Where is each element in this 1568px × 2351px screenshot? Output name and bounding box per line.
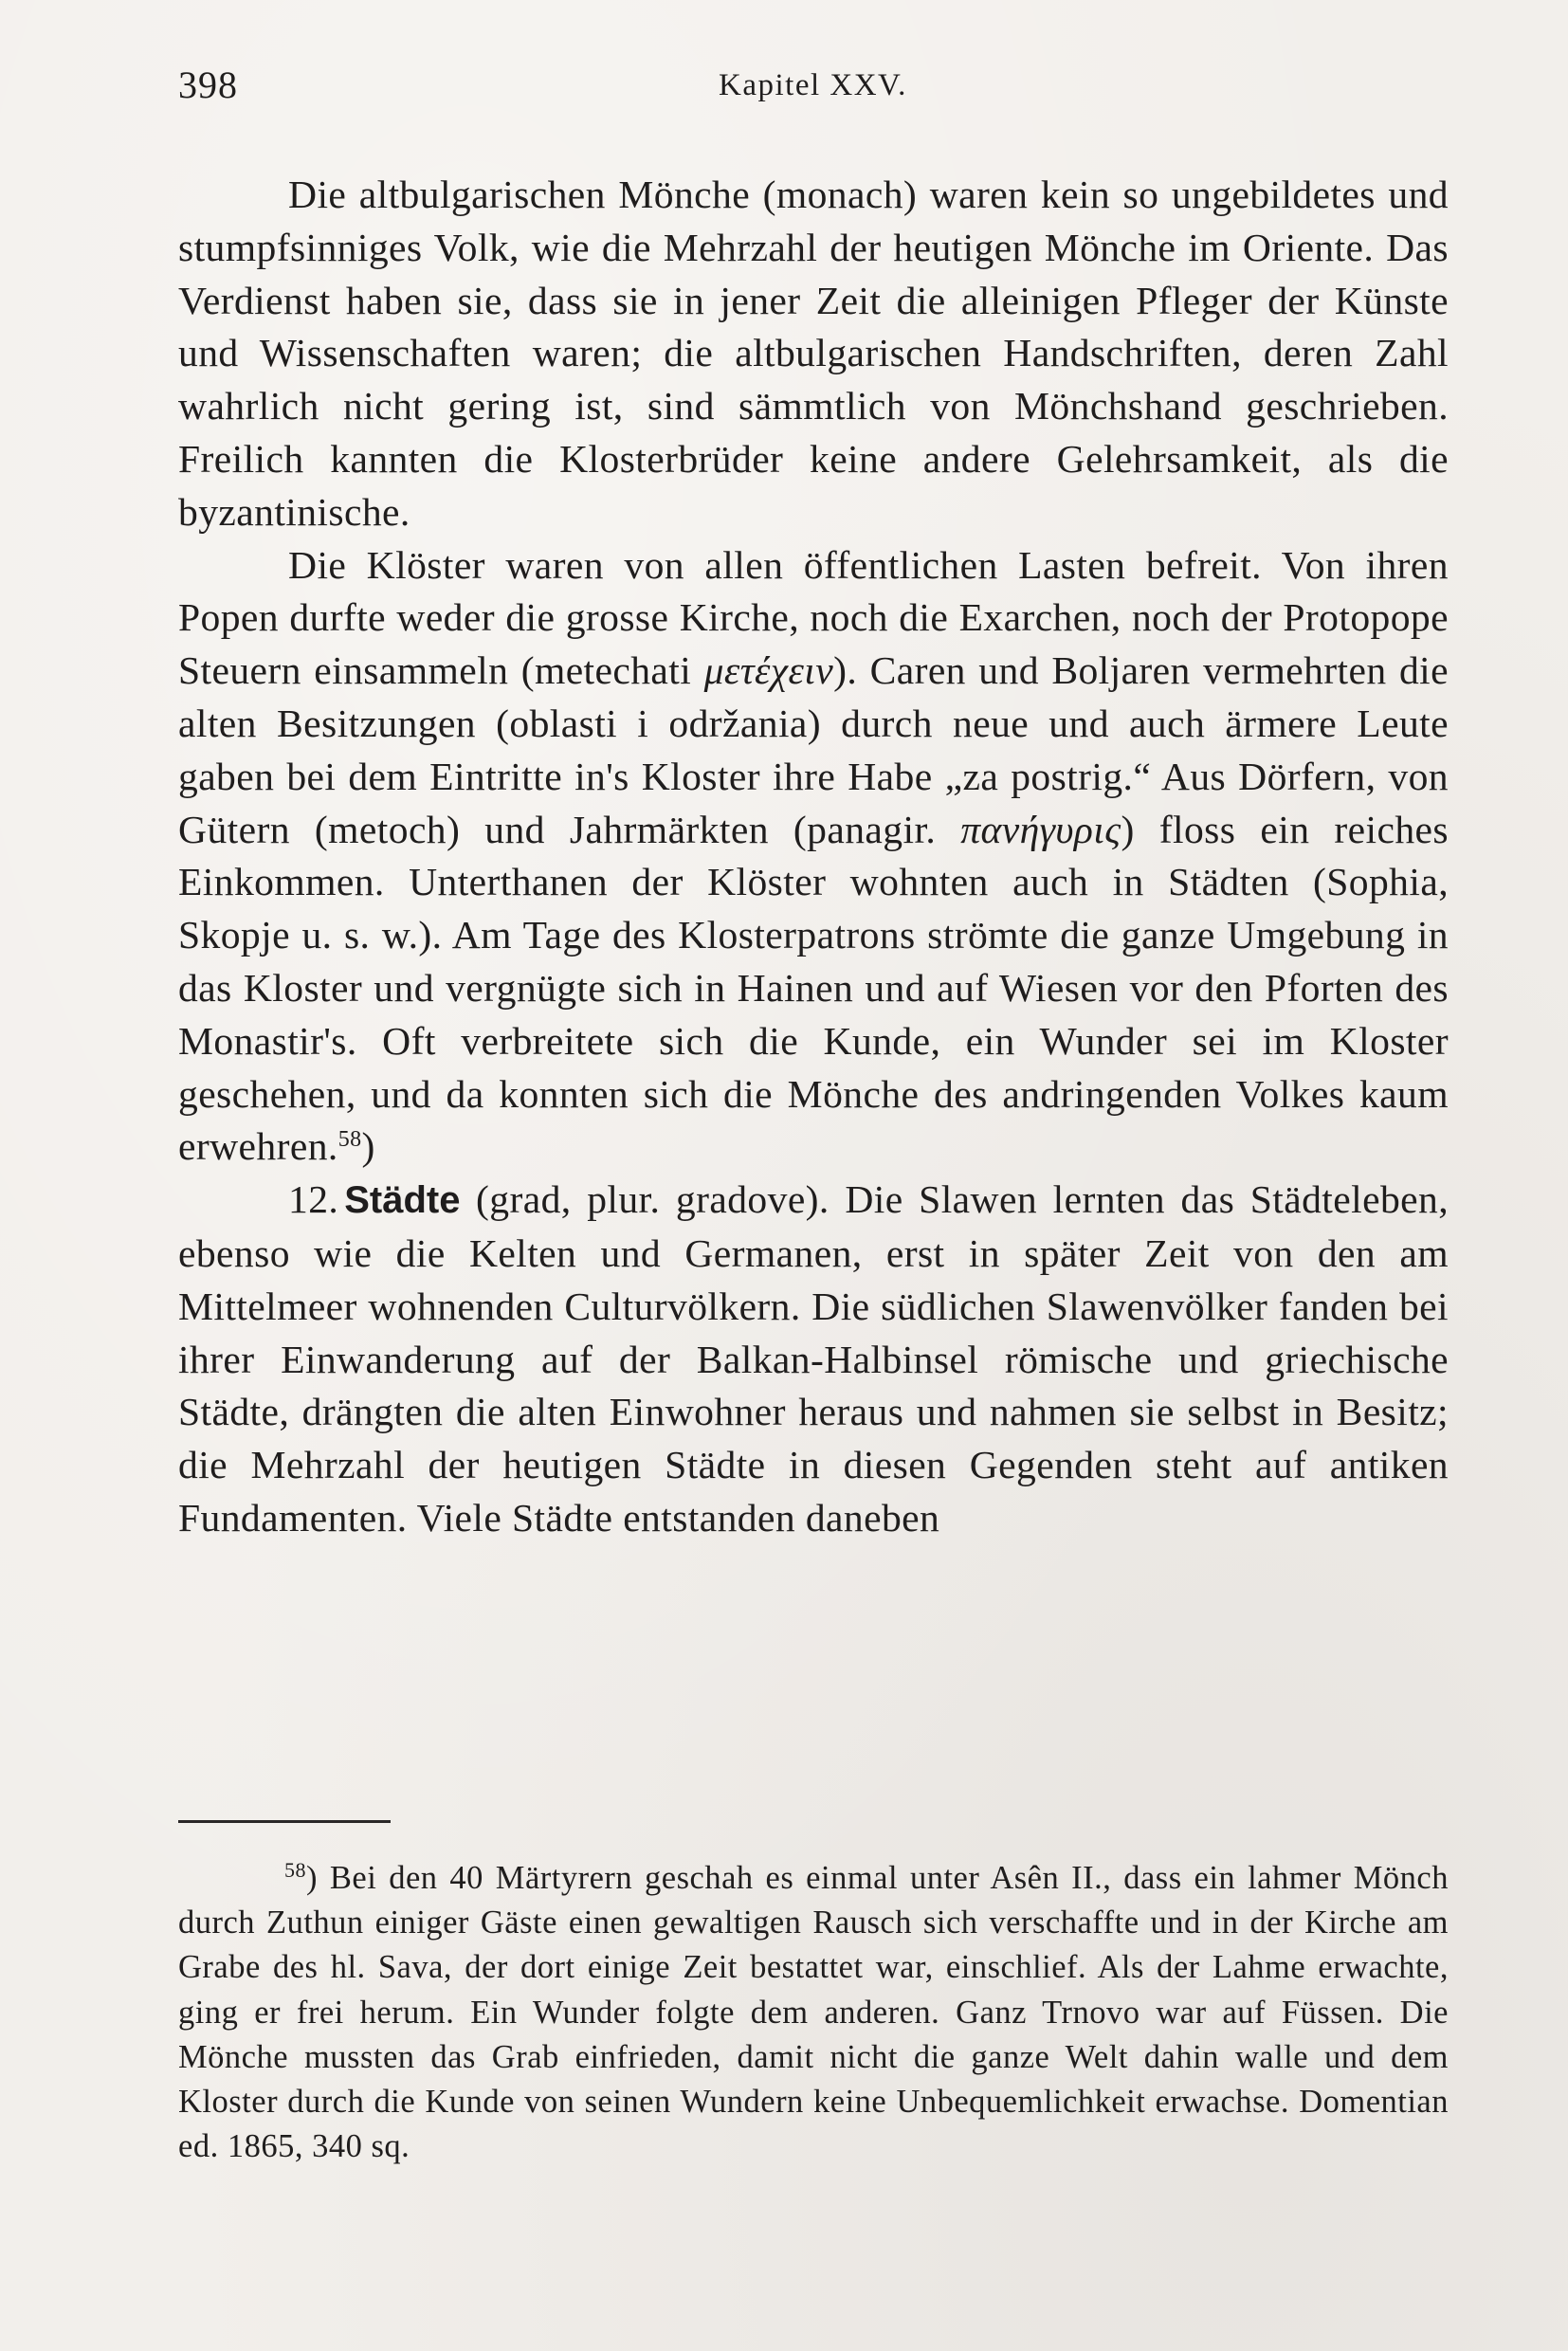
main-text [178,169,1449,1545]
paragraph-monks [178,169,1449,539]
paragraph-text: Die altbulgarischen Mönche (monach) waren kein so ungebildetes und stumpfsinniges Volk, wie die Mehrzahl der heutigen Mönche im Oriente. Das Verdienst haben sie, dass sie in jener Zeit die alleinigen Pfleger der Künste und Wissenschaften waren; die altbulgarischen Handschriften, deren Zahl wahrlich nicht gering ist, sind sämmtlich von Mönchshand geschrieben. Freilich kannten die Klosterbrüder keine andere Gelehrsamkeit, als die byzantinische. [178,173,1449,534]
paragraph-text: Die Klöster waren von allen öffentlichen Lasten befreit. Von ihren Popen durfte weder die grosse Kirche, noch die Exarchen, noch der Protopope Steuern einsammeln (metechati [178,542,1449,693]
paragraph-monasteries [178,539,1449,1175]
greek-term: μετέχειν [703,648,834,693]
paragraph-text: ). Caren und Boljaren vermehrten die alten Besitzungen (oblasti i održania) durch neue und auch ärmere Leute gaben bei dem Eintritte in's Kloster ihre Habe „za postrig.“ Aus Dörfern, von Gütern (metoch) und Jahrmärkten (panagir. [178,648,1449,851]
page-header [178,63,1449,116]
footnote-reference-close: ) [361,1124,375,1169]
paragraph-text: (grad, plur. gradove). Die Slawen lernten das Städteleben, ebenso wie die Kelten und Germanen, erst in später Zeit von den am Mittelmeer wohnenden Culturvölkern. Die südlichen Slawenvölker fanden bei ihrer Einwanderung auf der Balkan-Halbinsel römische und griechische Städte, drängten die alten Einwohner heraus und nahmen sie selbst in Besitz; die Mehrzahl der heutigen Städte in diesen Gegenden steht auf antiken Fundamenten. Viele Städte entstanden daneben [178,1177,1449,1540]
section-number: 12. [288,1177,339,1222]
running-head: Kapitel XXV. [719,68,907,102]
footnote-divider [178,1820,391,1823]
paragraph-cities [178,1174,1449,1545]
footnote-marker: 58 [284,1858,306,1882]
paragraph-text: ) floss ein reiches Einkommen. Unterthanen der Klöster wohnten auch in Städten (Sophia, Skopje u. s. w.). Am Tage des Klosterpatrons strömte die ganze Umgebung in das Kloster und vergnügte sich in Hainen und auf Wiesen vor den Pforten des Monastir's. Oft verbreitete sich die Kunde, ein Wunder sei im Kloster geschehen, und da konnten sich die Mönche des andringenden Volkes kaum erwehren. [178,807,1449,1169]
page-number: 398 [178,64,238,106]
greek-term: πανήγυρις [960,807,1121,851]
footnote-text: Bei den 40 Märtyrern geschah es einmal unter Asên II., dass ein lahmer Mönch durch Zuthun einiger Gäste einen gewaltigen Rausch sich verschaffte und in der Kirche am Grabe des hl. Sava, der dort einige Zeit bestattet war, einschlief. Als der Lahme erwachte, ging er frei herum. Ein Wunder folgte dem anderen. Ganz Trnovo war auf Füssen. Die Mönche mussten das Grab einfrieden, damit nicht die ganze Welt dahin walle und dem Kloster durch die Kunde von seinen Wundern keine Unbequemlichkeit erwachse. Domentian ed. 1865, 340 sq. [178,1860,1449,2165]
footnote-marker-close: ) [306,1860,318,1896]
section-heading: Städte [344,1179,461,1222]
footnote-reference[interactable]: 58 [337,1127,362,1153]
footnote [178,1856,1449,2169]
